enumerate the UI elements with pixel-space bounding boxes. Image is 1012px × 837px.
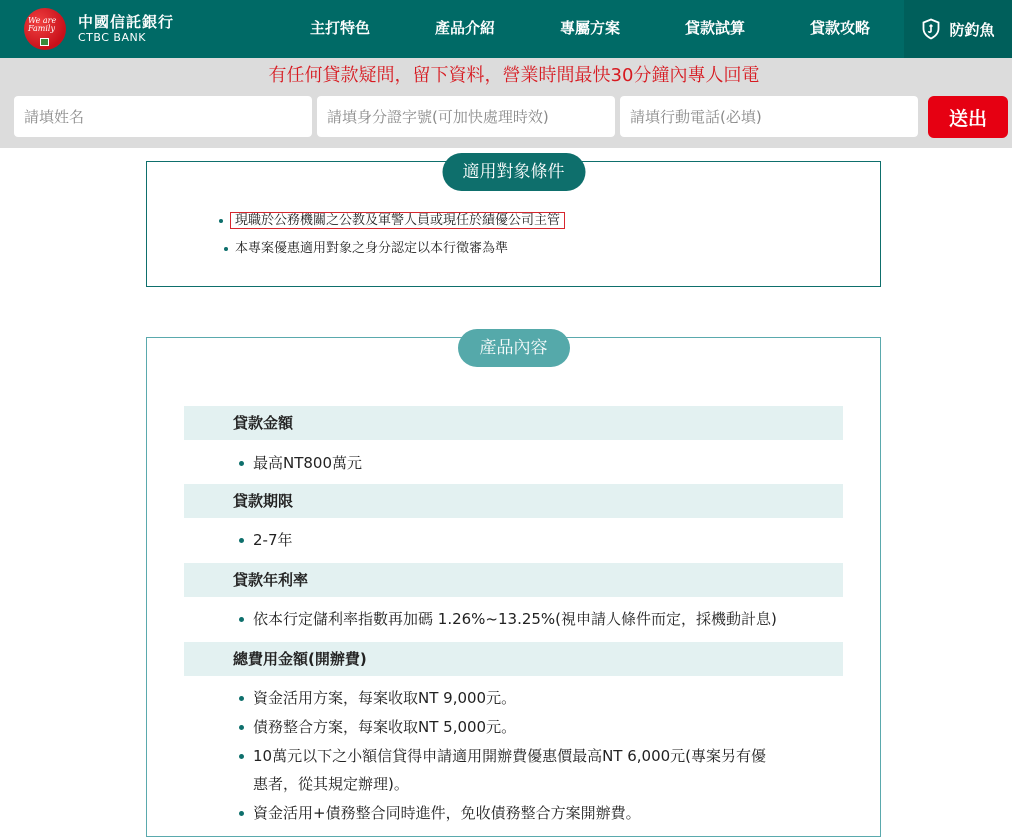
- nav-exclusive-plan[interactable]: 專屬方案: [560, 19, 621, 37]
- contact-title: 有任何貸款疑問，留下資料，營業時間最快30分鐘內專人回電: [268, 65, 760, 86]
- loan-amount-heading: 貸款金額: [184, 406, 843, 440]
- bank-name-zh: 中國信託銀行: [78, 13, 175, 31]
- list-item: 債務整合方案，每案收取NT 5,000元。: [253, 718, 517, 736]
- shield-icon: [921, 18, 941, 40]
- id-number-input[interactable]: [317, 96, 615, 137]
- nav-loan-calculator[interactable]: 貸款試算: [685, 19, 746, 37]
- list-item: 資金活用+債務整合同時進件，免收債務整合方案開辦費。: [253, 804, 641, 822]
- list-item: 資金活用方案，每案收取NT 9,000元。: [253, 689, 517, 707]
- logo-square-icon: [40, 38, 49, 46]
- highlighted-eligibility-text: 現職於公務機關之公教及軍警人員或現任於績優公司主管: [230, 212, 565, 229]
- fee-heading: 總費用金額(開辦費): [184, 642, 843, 676]
- anti-phishing-button[interactable]: [904, 0, 1012, 58]
- contact-form-bar: [0, 58, 1012, 148]
- we-are-family-logo-icon: [24, 8, 66, 50]
- mobile-phone-input[interactable]: [620, 96, 918, 137]
- nav-product-intro[interactable]: 產品介紹: [435, 19, 496, 37]
- bank-name-en: CTBC BANK: [78, 31, 146, 44]
- site-header: [0, 0, 1012, 58]
- loan-term-heading: 貸款期限: [184, 484, 843, 518]
- nav-featured[interactable]: 主打特色: [310, 19, 371, 37]
- product-content-section: [146, 337, 881, 837]
- product-content-title: 產品內容: [458, 329, 570, 367]
- eligibility-title: 適用對象條件: [442, 153, 585, 191]
- ctbc-logo[interactable]: [24, 8, 174, 50]
- list-item: 10萬元以下之小額信貸得申請適用開辦費優惠價最高NT 6,000元(專案另有優: [253, 747, 767, 765]
- nav-loan-guide[interactable]: 貸款攻略: [810, 19, 871, 37]
- list-item: 2-7年: [253, 531, 293, 549]
- submit-button[interactable]: 送出: [928, 96, 1008, 138]
- anti-phishing-label: 防釣魚: [949, 20, 995, 39]
- logo-script: We are Family: [28, 16, 57, 33]
- interest-rate-heading: 貸款年利率: [184, 563, 843, 597]
- list-item: 最高NT800萬元: [253, 454, 363, 472]
- name-input[interactable]: [14, 96, 312, 137]
- eligibility-section: [146, 161, 881, 287]
- eligibility-item: 本專案優惠適用對象之身分認定以本行徵審為準: [235, 239, 508, 259]
- list-item-continuation: 惠者，從其規定辦理)。: [253, 775, 409, 793]
- eligibility-item: [230, 211, 565, 231]
- list-item: 依本行定儲利率指數再加碼 1.26%~13.25%(視申請人條件而定，採機動計息): [253, 610, 777, 628]
